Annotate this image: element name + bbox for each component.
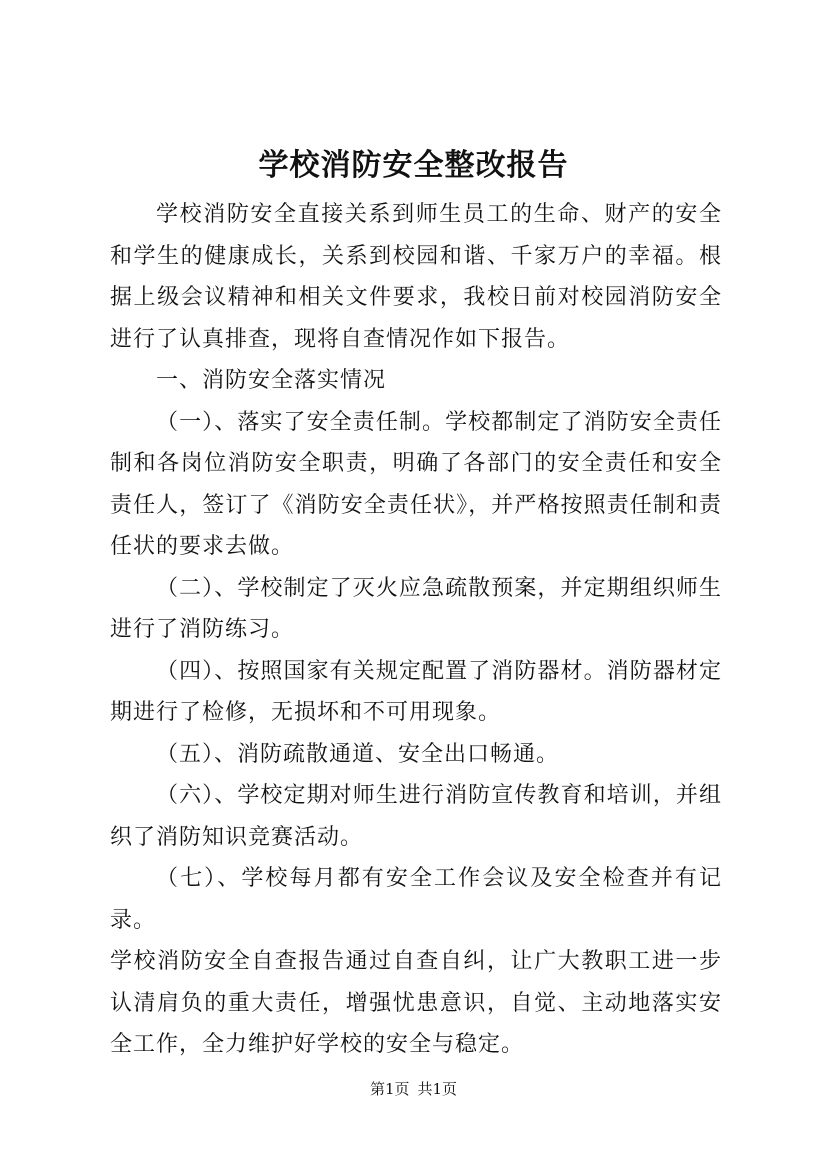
list-item: （一）、落实了安全责任制。学校都制定了消防安全责任制和各岗位消防安全职责，明确了各部门的安全责任和安全责任人，签订了《消防安全责任状》，并严格按照责任制和责任状的要求去做。	[110, 409, 722, 559]
list-item: （六）、学校定期对师生进行消防宣传教育和培训，并组织了消防知识竞赛活动。	[110, 783, 722, 850]
intro-paragraph: 学校消防安全直接关系到师生员工的生命、财产的安全和学生的健康成长，关系到校园和谐、千家万户的幸福。根据上级会议精神和相关文件要求，我校日前对校园消防安全进行了认真排查，现将自查情况作如下报告。	[110, 202, 722, 352]
list-item: （七）、学校每月都有安全工作会议及安全检查并有记录。	[110, 866, 722, 933]
closing-paragraph: 学校消防安全自查报告通过自查自纠，让广大教职工进一步认清肩负的重大责任，增强忧患意识，自觉、主动地落实安全工作，全力维护好学校的安全与稳定。	[110, 949, 722, 1057]
list-item: （四）、按照国家有关规定配置了消防器材。消防器材定期进行了检修，无损坏和不可用现象。	[110, 658, 722, 725]
page-footer	[0, 1079, 827, 1099]
document-title: 学校消防安全整改报告	[258, 148, 569, 183]
list-item: （二）、学校制定了灭火应急疏散预案，并定期组织师生进行了消防练习。	[110, 575, 722, 642]
page-number: 第1页	[369, 1080, 410, 1098]
section-heading: 一、消防安全落实情况	[156, 368, 387, 393]
document-body	[110, 194, 722, 1066]
page-total: 共1页	[417, 1080, 458, 1098]
list-item: （五）、消防疏散通道、安全出口畅通。	[156, 741, 560, 767]
